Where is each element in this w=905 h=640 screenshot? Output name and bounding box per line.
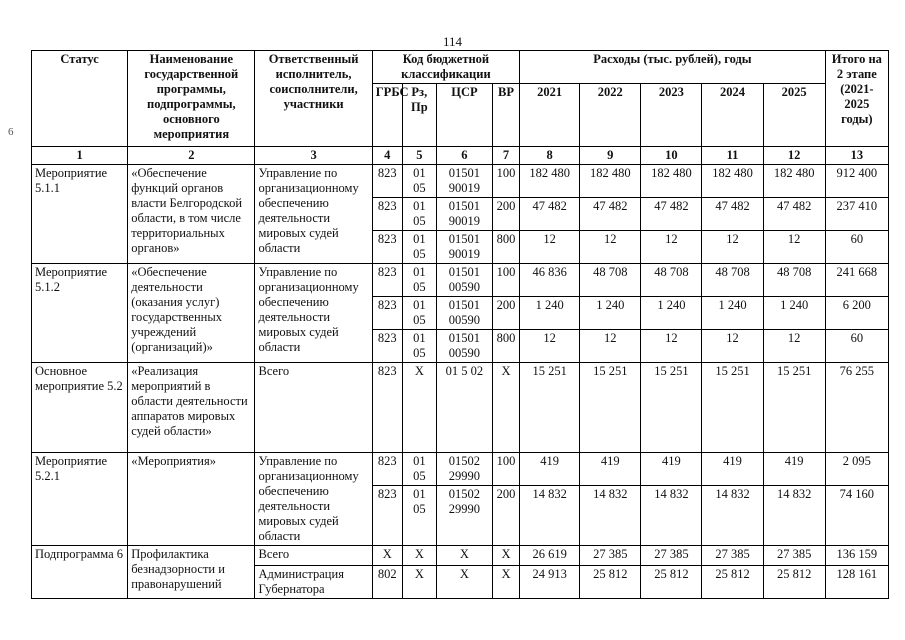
row-status: Мероприятие 5.2.1 bbox=[32, 453, 128, 546]
column-index: 6 bbox=[436, 147, 492, 165]
grbs-code: 823 bbox=[372, 165, 402, 198]
header-csr: ЦСР bbox=[436, 84, 492, 147]
row-status: Мероприятие 5.1.2 bbox=[32, 264, 128, 363]
total-value: 60 bbox=[825, 231, 888, 264]
csr-code: 01502 29990 bbox=[436, 486, 492, 546]
total-value: 912 400 bbox=[825, 165, 888, 198]
year-value: 14 832 bbox=[763, 486, 825, 546]
year-value: 15 251 bbox=[580, 363, 641, 453]
row-status: Основное мероприятие 5.2 bbox=[32, 363, 128, 453]
year-value: 1 240 bbox=[763, 297, 825, 330]
row-executor: Управление по организационному обеспечению деятельности мировых судей области bbox=[255, 165, 372, 264]
year-value: 419 bbox=[763, 453, 825, 486]
column-index: 3 bbox=[255, 147, 372, 165]
csr-code: 01 5 02 bbox=[436, 363, 492, 453]
year-value: 182 480 bbox=[520, 165, 580, 198]
year-value: 26 619 bbox=[520, 546, 580, 566]
total-value: 241 668 bbox=[825, 264, 888, 297]
header-year: 2024 bbox=[702, 84, 763, 147]
vr-code: 200 bbox=[492, 486, 519, 546]
header-total: Итого на 2 этапе (2021-2025 годы) bbox=[825, 51, 888, 147]
table-row bbox=[32, 363, 889, 453]
header-name: Наименование государственной программы, подпрограммы, основного мероприятия bbox=[128, 51, 255, 147]
year-value: 14 832 bbox=[641, 486, 702, 546]
column-index: 2 bbox=[128, 147, 255, 165]
total-value: 2 095 bbox=[825, 453, 888, 486]
grbs-code: 823 bbox=[372, 330, 402, 363]
year-value: 47 482 bbox=[520, 198, 580, 231]
row-executor: Администрация Губернатора bbox=[255, 566, 372, 599]
vr-code: X bbox=[492, 566, 519, 599]
rz-pr-code: 01 05 bbox=[402, 297, 436, 330]
header-executor: Ответственный исполнитель, соисполнители, участники bbox=[255, 51, 372, 147]
year-value: 12 bbox=[702, 231, 763, 264]
year-value: 27 385 bbox=[702, 546, 763, 566]
year-value: 12 bbox=[580, 231, 641, 264]
row-executor: Управление по организационному обеспечению деятельности мировых судей области bbox=[255, 264, 372, 363]
year-value: 12 bbox=[641, 330, 702, 363]
grbs-code: 823 bbox=[372, 453, 402, 486]
year-value: 47 482 bbox=[763, 198, 825, 231]
total-value: 76 255 bbox=[825, 363, 888, 453]
year-value: 25 812 bbox=[763, 566, 825, 599]
header-vr: ВР bbox=[492, 84, 519, 147]
row-status: Мероприятие 5.1.1 bbox=[32, 165, 128, 264]
total-value: 136 159 bbox=[825, 546, 888, 566]
column-index: 8 bbox=[520, 147, 580, 165]
grbs-code: 823 bbox=[372, 486, 402, 546]
rz-pr-code: 01 05 bbox=[402, 486, 436, 546]
year-value: 1 240 bbox=[702, 297, 763, 330]
total-value: 6 200 bbox=[825, 297, 888, 330]
csr-code: 01501 00590 bbox=[436, 297, 492, 330]
row-name: «Реализация мероприятий в области деятельности аппаратов мировых судей области» bbox=[128, 363, 255, 453]
grbs-code: 823 bbox=[372, 231, 402, 264]
year-value: 182 480 bbox=[702, 165, 763, 198]
total-value: 74 160 bbox=[825, 486, 888, 546]
rz-pr-code: 01 05 bbox=[402, 165, 436, 198]
header-year: 2023 bbox=[641, 84, 702, 147]
rz-pr-code: X bbox=[402, 363, 436, 453]
grbs-code: 823 bbox=[372, 297, 402, 330]
column-index: 10 bbox=[641, 147, 702, 165]
column-index: 7 bbox=[492, 147, 519, 165]
csr-code: X bbox=[436, 566, 492, 599]
row-executor: Всего bbox=[255, 546, 372, 566]
rz-pr-code: 01 05 bbox=[402, 453, 436, 486]
year-value: 15 251 bbox=[763, 363, 825, 453]
header-year: 2022 bbox=[580, 84, 641, 147]
row-name: «Обеспечение функций органов власти Белгородской области, в том числе территориальных органов» bbox=[128, 165, 255, 264]
csr-code: 01502 29990 bbox=[436, 453, 492, 486]
vr-code: X bbox=[492, 546, 519, 566]
rz-pr-code: 01 05 bbox=[402, 231, 436, 264]
year-value: 12 bbox=[520, 330, 580, 363]
year-value: 15 251 bbox=[641, 363, 702, 453]
header-year: 2025 bbox=[763, 84, 825, 147]
total-value: 237 410 bbox=[825, 198, 888, 231]
vr-code: 800 bbox=[492, 330, 519, 363]
vr-code: 100 bbox=[492, 165, 519, 198]
budget-table bbox=[31, 50, 889, 599]
year-value: 12 bbox=[641, 231, 702, 264]
year-value: 14 832 bbox=[702, 486, 763, 546]
csr-code: 01501 90019 bbox=[436, 231, 492, 264]
year-value: 12 bbox=[763, 330, 825, 363]
index-row bbox=[32, 147, 889, 165]
year-value: 12 bbox=[580, 330, 641, 363]
year-value: 1 240 bbox=[641, 297, 702, 330]
total-value: 128 161 bbox=[825, 566, 888, 599]
header-status: Статус bbox=[32, 51, 128, 147]
margin-mark: 6 bbox=[8, 126, 14, 138]
column-index: 13 bbox=[825, 147, 888, 165]
csr-code: X bbox=[436, 546, 492, 566]
year-value: 25 812 bbox=[702, 566, 763, 599]
vr-code: 200 bbox=[492, 198, 519, 231]
year-value: 47 482 bbox=[580, 198, 641, 231]
year-value: 12 bbox=[520, 231, 580, 264]
year-value: 15 251 bbox=[702, 363, 763, 453]
csr-code: 01501 90019 bbox=[436, 165, 492, 198]
year-value: 48 708 bbox=[580, 264, 641, 297]
year-value: 48 708 bbox=[641, 264, 702, 297]
year-value: 182 480 bbox=[641, 165, 702, 198]
row-executor: Управление по организационному обеспечению деятельности мировых судей области bbox=[255, 453, 372, 546]
rz-pr-code: X bbox=[402, 566, 436, 599]
column-index: 5 bbox=[402, 147, 436, 165]
grbs-code: 823 bbox=[372, 198, 402, 231]
grbs-code: 823 bbox=[372, 264, 402, 297]
column-index: 4 bbox=[372, 147, 402, 165]
vr-code: 100 bbox=[492, 453, 519, 486]
year-value: 419 bbox=[702, 453, 763, 486]
csr-code: 01501 00590 bbox=[436, 264, 492, 297]
page-number: 114 bbox=[442, 34, 463, 49]
column-index: 9 bbox=[580, 147, 641, 165]
year-value: 1 240 bbox=[580, 297, 641, 330]
year-value: 14 832 bbox=[580, 486, 641, 546]
total-value: 60 bbox=[825, 330, 888, 363]
row-name: Профилактика безнадзорности и правонарушений bbox=[128, 546, 255, 599]
grbs-code: 802 bbox=[372, 566, 402, 599]
year-value: 182 480 bbox=[763, 165, 825, 198]
year-value: 47 482 bbox=[702, 198, 763, 231]
year-value: 1 240 bbox=[520, 297, 580, 330]
header-budget-code: Код бюджетной классификации bbox=[372, 51, 519, 84]
table-body bbox=[32, 165, 889, 599]
vr-code: 200 bbox=[492, 297, 519, 330]
table-row bbox=[32, 264, 889, 297]
year-value: 15 251 bbox=[520, 363, 580, 453]
row-executor: Всего bbox=[255, 363, 372, 453]
column-index: 12 bbox=[763, 147, 825, 165]
year-value: 24 913 bbox=[520, 566, 580, 599]
table-row bbox=[32, 165, 889, 198]
year-value: 27 385 bbox=[763, 546, 825, 566]
year-value: 12 bbox=[702, 330, 763, 363]
year-value: 182 480 bbox=[580, 165, 641, 198]
table-row bbox=[32, 546, 889, 566]
year-value: 27 385 bbox=[641, 546, 702, 566]
row-status: Подпрограмма 6 bbox=[32, 546, 128, 599]
year-value: 14 832 bbox=[520, 486, 580, 546]
rz-pr-code: 01 05 bbox=[402, 330, 436, 363]
vr-code: 800 bbox=[492, 231, 519, 264]
header-expenses: Расходы (тыс. рублей), годы bbox=[520, 51, 826, 84]
column-index: 11 bbox=[702, 147, 763, 165]
year-value: 48 708 bbox=[763, 264, 825, 297]
vr-code: 100 bbox=[492, 264, 519, 297]
year-value: 419 bbox=[641, 453, 702, 486]
grbs-code: 823 bbox=[372, 363, 402, 453]
year-value: 419 bbox=[580, 453, 641, 486]
header-grbs: ГРБС bbox=[372, 84, 402, 147]
vr-code: X bbox=[492, 363, 519, 453]
year-value: 27 385 bbox=[580, 546, 641, 566]
year-value: 419 bbox=[520, 453, 580, 486]
rz-pr-code: 01 05 bbox=[402, 264, 436, 297]
csr-code: 01501 90019 bbox=[436, 198, 492, 231]
row-name: «Обеспечение деятельности (оказания услуг) государственных учреждений (организаций)» bbox=[128, 264, 255, 363]
header-year: 2021 bbox=[520, 84, 580, 147]
header-rz-pr: Рз, Пр bbox=[402, 84, 436, 147]
csr-code: 01501 00590 bbox=[436, 330, 492, 363]
year-value: 48 708 bbox=[702, 264, 763, 297]
year-value: 47 482 bbox=[641, 198, 702, 231]
year-value: 25 812 bbox=[580, 566, 641, 599]
rz-pr-code: 01 05 bbox=[402, 198, 436, 231]
year-value: 46 836 bbox=[520, 264, 580, 297]
row-name: «Мероприятия» bbox=[128, 453, 255, 546]
table-row bbox=[32, 453, 889, 486]
year-value: 12 bbox=[763, 231, 825, 264]
column-index: 1 bbox=[32, 147, 128, 165]
grbs-code: X bbox=[372, 546, 402, 566]
rz-pr-code: X bbox=[402, 546, 436, 566]
year-value: 25 812 bbox=[641, 566, 702, 599]
